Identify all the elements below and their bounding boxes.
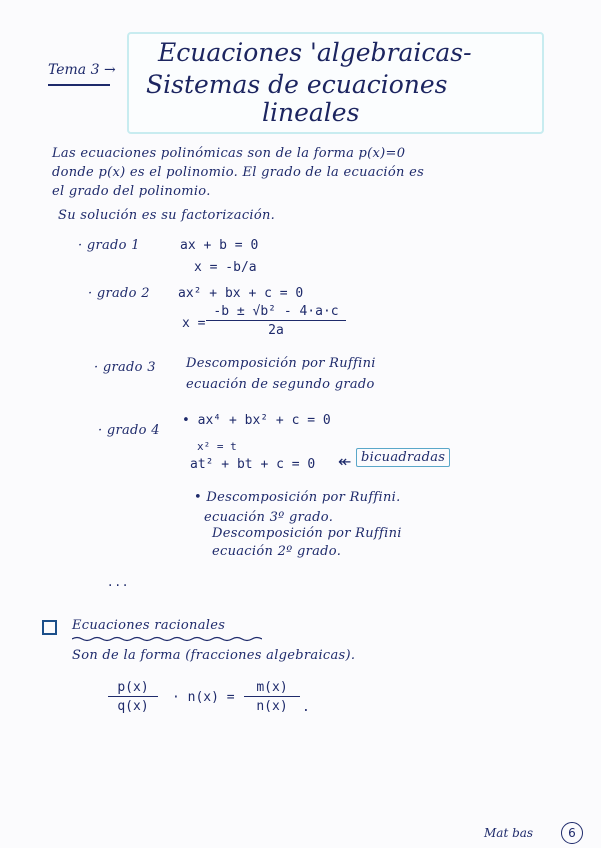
bicuadradas-tag xyxy=(356,450,450,465)
rational-numerator-1: p(x) xyxy=(108,680,158,697)
bicuadradas-tag-text: bicuadradas xyxy=(356,448,450,467)
rational-fraction-1 xyxy=(108,680,158,714)
rational-operator: · n(x) = xyxy=(172,690,235,705)
degree4-alt-4: ecuación 2º grado. xyxy=(212,544,342,559)
degree2-equation: ax² + bx + c = 0 xyxy=(178,286,304,301)
rational-numerator-2: m(x) xyxy=(244,680,300,697)
arrow-icon: → xyxy=(103,62,116,78)
intro-line-3: el grado del polinomio. xyxy=(52,184,211,199)
rational-denominator-1: q(x) xyxy=(117,699,149,714)
title-line-2: Sistemas de ecuaciones xyxy=(146,70,448,99)
degree3-line-2: ecuación de segundo grado xyxy=(186,377,375,392)
footer-text: Mat bas xyxy=(484,826,534,840)
rational-heading: Ecuaciones racionales xyxy=(72,618,226,633)
rational-description: Son de la forma (fracciones algebraicas). xyxy=(72,648,356,663)
title-line-1: Ecuaciones 'algebraicas- xyxy=(158,38,472,67)
degree4-alt-3: Descomposición por Ruffini xyxy=(212,526,402,541)
degree4-label: · grado 4 xyxy=(98,423,160,438)
rational-end-dot: . xyxy=(302,700,310,715)
rational-fraction-2 xyxy=(244,680,300,714)
topic-underline xyxy=(48,84,110,86)
degree4-alt-1: • Descomposición por Ruffini. xyxy=(194,490,401,505)
arrow-left-icon: ↞ xyxy=(338,452,352,471)
intro-line-1: Las ecuaciones polinómicas son de la forma p(x)=0 xyxy=(52,146,406,161)
degree3-line-1: Descomposición por Ruffini xyxy=(186,356,376,371)
degree2-fraction xyxy=(206,304,346,338)
degree4-equation: • ax⁴ + bx² + c = 0 xyxy=(182,413,331,428)
degree4-substitution: x² = t xyxy=(197,440,237,453)
topic-label xyxy=(48,62,116,78)
degree4-equation-2: at² + bt + c = 0 xyxy=(190,457,316,472)
section-checkbox xyxy=(42,620,57,635)
degree2-label: · grado 2 xyxy=(88,286,150,301)
degree2-solution-prefix: x = xyxy=(182,316,206,331)
degree2-numerator: -b ± √b² - 4·a·c xyxy=(206,304,346,321)
ellipsis: ... xyxy=(108,574,131,590)
title-line-3: lineales xyxy=(262,98,360,127)
rational-denominator-2: n(x) xyxy=(256,699,288,714)
intro-line-4: Su solución es su factorización. xyxy=(58,208,276,223)
page-number: 6 xyxy=(561,822,583,844)
topic-label-text: Tema 3 xyxy=(48,62,100,78)
degree1-solution: x = -b/a xyxy=(194,260,257,275)
degree1-label: · grado 1 xyxy=(78,238,140,253)
wavy-underline xyxy=(72,636,262,642)
intro-line-2: donde p(x) es el polinomio. El grado de la ecuación es xyxy=(52,165,425,180)
degree3-label: · grado 3 xyxy=(94,360,156,375)
degree1-equation: ax + b = 0 xyxy=(180,238,259,253)
degree2-denominator: 2a xyxy=(268,323,284,338)
degree4-alt-2: ecuación 3º grado. xyxy=(204,510,334,525)
